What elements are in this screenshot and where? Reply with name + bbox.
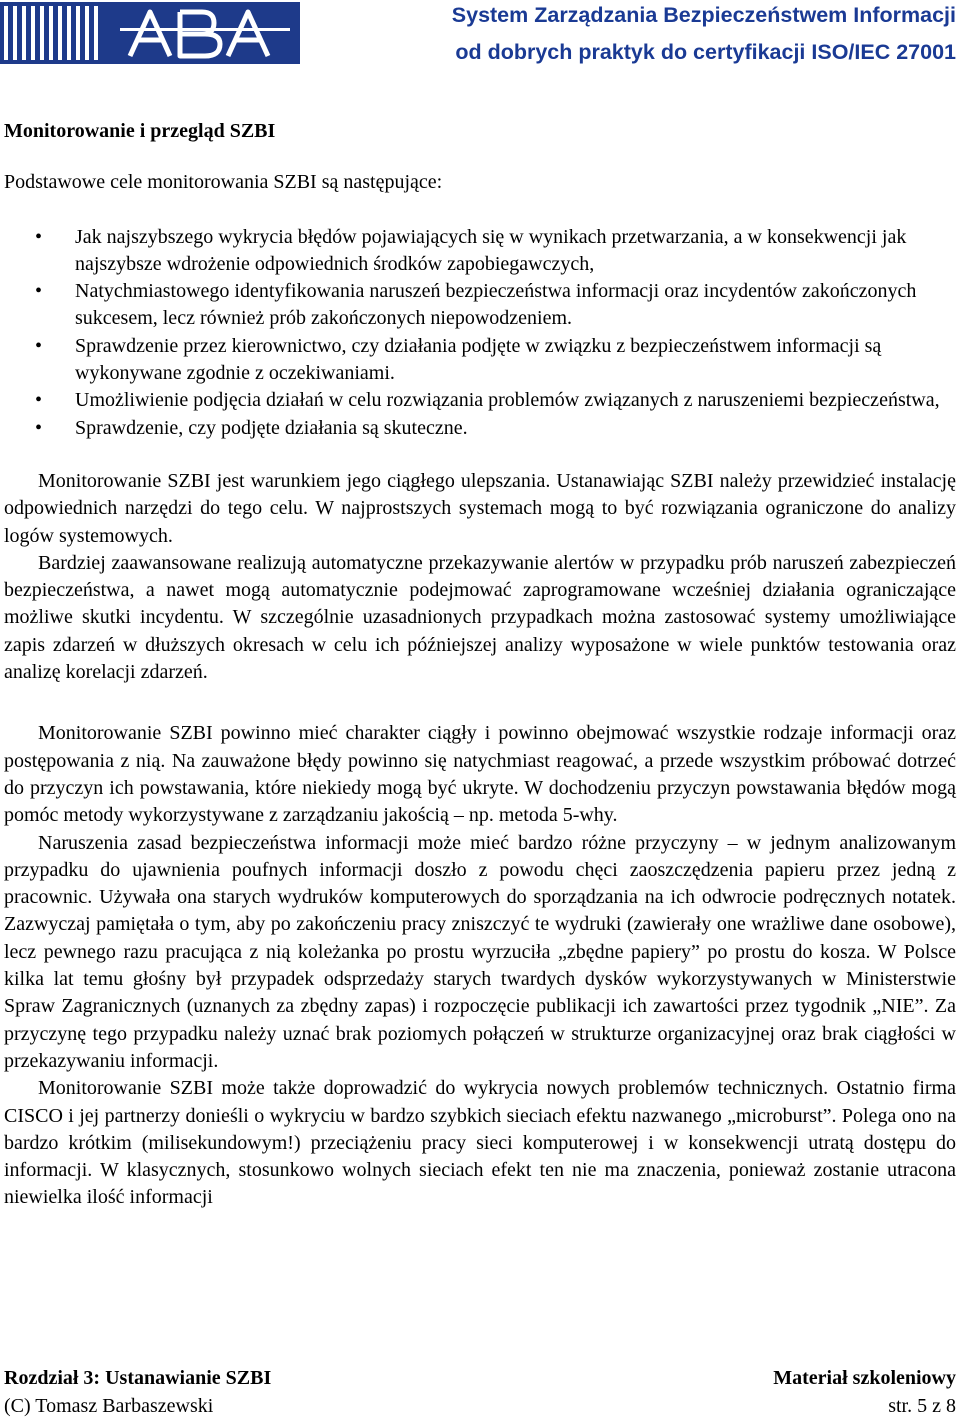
paragraph: Monitorowanie SZBI powinno mieć charakter ciągły i powinno obejmować wszystkie rodzaje informacji oraz postępowania z nią. Na zauważone błędy powinno się natychmiast reagować, a przede wszystkim próbować dotrzeć do przyczyn ich powstawania, które niekiedy mogą być ukryte. W dochodzeniu przyczyn powstawania błędów mogą pomóc metody wykorzystywane z zarządzaniu jakością – np. metoda 5-why. <box>4 722 956 827</box>
list-item <box>4 415 956 442</box>
page-header <box>0 0 960 72</box>
list-item <box>4 387 956 414</box>
list-item <box>4 224 956 279</box>
paragraph: Naruszenia zasad bezpieczeństwa informacji może mieć bardzo różne przyczyny – w jednym analizowanym przypadku do ujawnienia poufnych informacji doszło z powodu chęci zaoszczędzenia papieru przez jedną z pracownic. Używała ona starych wydruków komputerowych do sporządzania na ich odwrocie podręcznych notatek. Zazwyczaj pamiętała o tym, aby po zakończeniu pracy zniszczyć te wydruki (zawierały one wrażliwe dane osobowe), lecz pewnego razu pracująca z nią koleżanka po prostu wyrzuciła „zbędne papiery” po prostu do kosza. W Polsce kilka lat temu głośny był przypadek odsprzedaży starych twardych dysków wykorzystywanych w Ministerstwie Spraw Zagranicznych (uznanych za zbędny zapas) i rozpoczęcie publikacji ich zawartości przez tygodnik „NIE”. Za przyczynę tego przypadku należy uznać brak poziomych połączeń w strukturze organizacyjnej oraz brak ciągłości w przekazywaniu informacji. <box>4 831 956 1072</box>
goals-list <box>4 224 956 442</box>
list-item <box>4 278 956 333</box>
document-body <box>4 118 956 1212</box>
bullet-icon: • <box>35 280 43 303</box>
section-heading: Monitorowanie i przegląd SZBI <box>4 120 276 142</box>
material-label: Materiał szkoleniowy <box>773 1367 956 1389</box>
header-title: System Zarządzania Bezpieczeństwem Informacji <box>451 3 956 27</box>
bullet-icon: • <box>35 389 43 412</box>
paragraph: Bardziej zaawansowane realizują automatyczne przekazywanie alertów w przypadku prób naruszeń zabezpieczeń bezpieczeństwa, a nawet mogą automatycznie podejmować zaprogramowane wcześniej działania ograniczające możliwe skutki incydentu. W szczególnie uzasadnionych przypadkach można zastosować systemy umożliwiające zapis zdarzeń w dłuższych okresach w celu ich późniejszej analizy wyposażone w wiele punktów testowania oraz analizę korelacji zdarzeń. <box>4 551 956 684</box>
paragraph: Monitorowanie SZBI jest warunkiem jego ciągłego ulepszania. Ustanawiając SZBI należy przewidzieć instalację odpowiednich narzędzi do tego celu. W najprostszych systemach mogą to być rozwiązania ograniczone do analizy logów systemowych. <box>4 469 956 547</box>
list-item <box>4 333 956 388</box>
paragraph: Monitorowanie SZBI może także doprowadzić do wykrycia nowych problemów technicznych. Ostatnio firma CISCO i jej partnerzy donieśli o wykryciu w bardzo szybkich sieciach efektu nazwanego „microburst”. Polega ono na bardzo krótkim (milisekundowym!) przeciążeniu pracy sieci komputerowej i w konsekwencji utratą dostępu do informacji. W klasycznych, stosunkowo wolnych sieciach efekt ten nie ma znaczenia, ponieważ zostanie utracona niewielka ilość informacji <box>4 1077 956 1209</box>
bullet-icon: • <box>35 334 43 357</box>
aba-logo <box>0 2 300 64</box>
bullet-icon: • <box>35 225 43 248</box>
list-item-text: Natychmiastowego identyfikowania naruszeń bezpieczeństwa informacji oraz incydentów zakończonych sukcesem, lecz również prób zakończonych niepowodzeniem. <box>75 280 917 330</box>
intro-text: Podstawowe cele monitorowania SZBI są następujące: <box>4 171 443 194</box>
copyright-label: (C) Tomasz Barbaszewski <box>4 1395 214 1417</box>
list-item-text: Sprawdzenie przez kierownictwo, czy działania podjęte w związku z bezpieczeństwem informacji są wykonywane zgodnie z oczekiwaniami. <box>75 334 882 385</box>
list-item-text: Umożliwienie podjęcia działań w celu rozwiązania problemów związanych z naruszeniemi bezpieczeństwa, <box>75 389 940 412</box>
list-item-text: Sprawdzenie, czy podjęte działania są skuteczne. <box>75 416 468 439</box>
header-subtitle: od dobrych praktyk do certyfikacji ISO/IEC 27001 <box>455 40 956 64</box>
bullet-icon: • <box>35 416 43 439</box>
page-number: str. 5 z 8 <box>888 1395 956 1417</box>
list-item-text: Jak najszybszego wykrycia błędów pojawiających się w wynikach przetwarzania, a w konsekwencji jak najszybsze wdrożenie odpowiednich środków zapobiegawczych, <box>75 225 907 275</box>
chapter-label: Rozdział 3: Ustanawianie SZBI <box>4 1367 272 1389</box>
